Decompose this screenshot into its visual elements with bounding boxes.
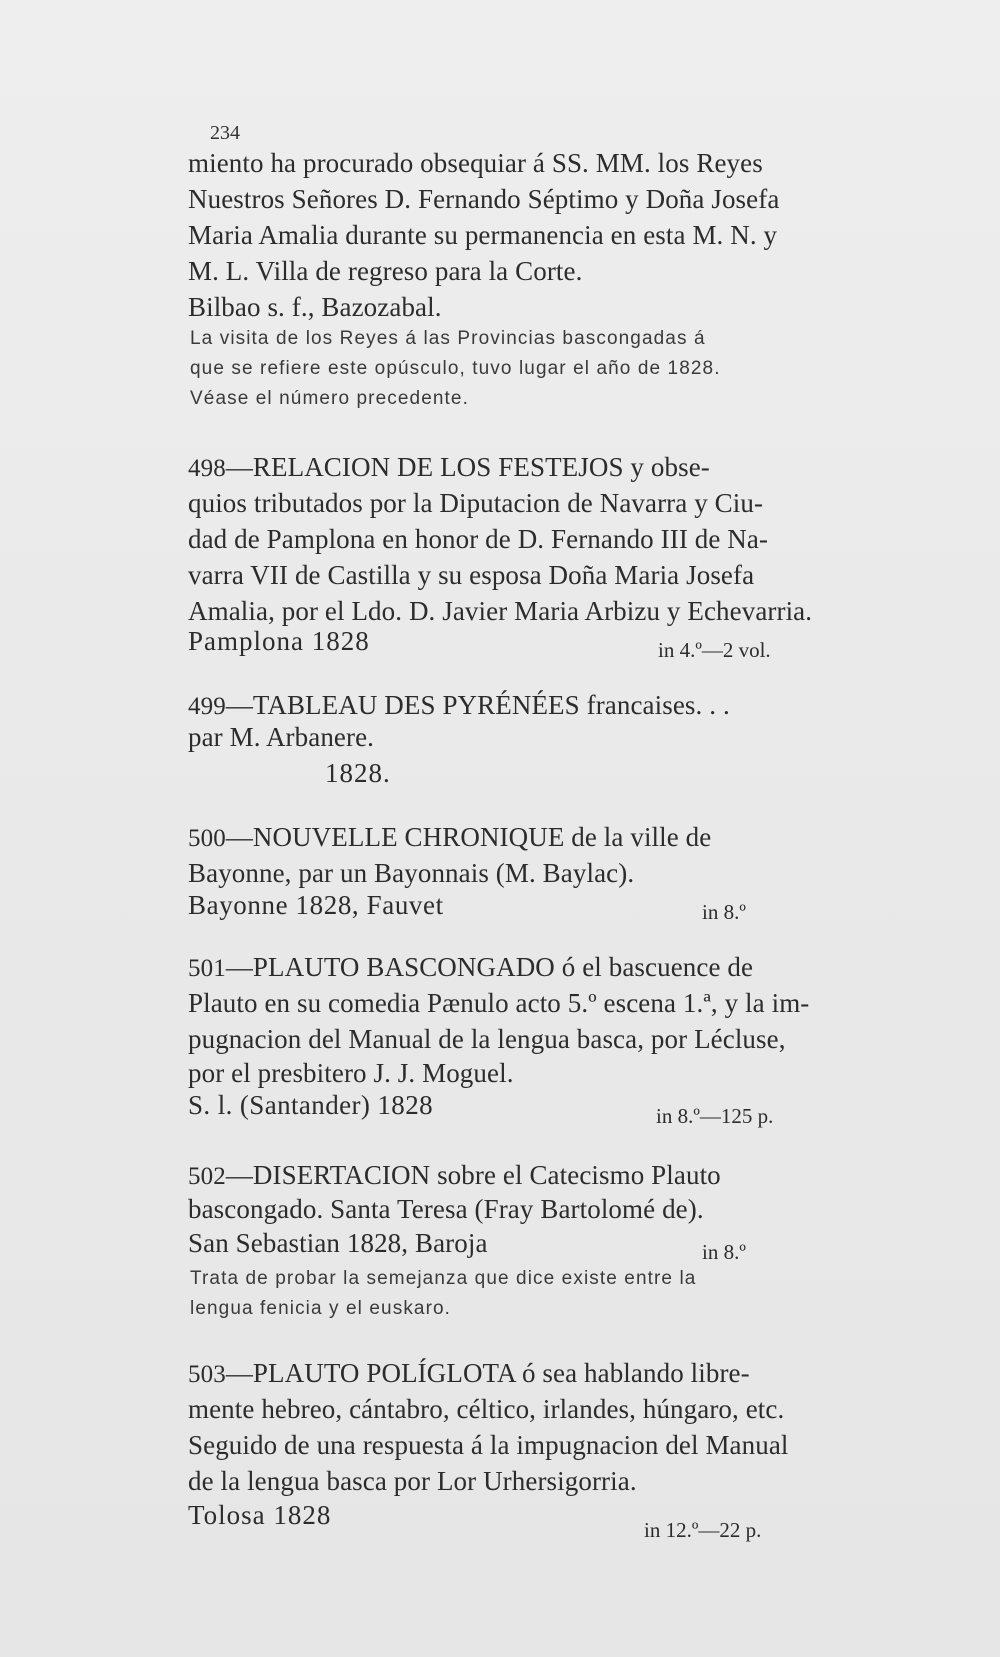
continuation-line: Bilbao s. f., Bazozabal. xyxy=(188,292,442,322)
entry-line: dad de Pamplona en honor de D. Fernando III de Na- xyxy=(188,524,769,554)
entry-line: Seguido de una respuesta á la impugnacion del Manual xyxy=(188,1430,789,1460)
entry-number: 499 xyxy=(188,693,226,720)
entry-500-heading xyxy=(188,822,858,853)
entry-format: in 12.º—22 p. xyxy=(644,1518,762,1542)
entry-line: varra VII de Castilla y su esposa Doña Maria Josefa xyxy=(188,560,755,590)
entry-format: in 8.º xyxy=(702,1240,746,1264)
entry-imprint: S. l. (Santander) 1828 xyxy=(188,1090,434,1120)
annotation-line: lengua fenicia y el euskaro. xyxy=(190,1298,452,1319)
continuation-line: Maria Amalia durante su permanencia en esta M. N. y xyxy=(188,220,778,250)
entry-imprint: Pamplona 1828 xyxy=(188,626,370,656)
entry-title-line: —TABLEAU DES PYRÉNÉES francaises. . . xyxy=(225,690,730,720)
entry-line: Plauto en su comedia Pænulo acto 5.º escena 1.ª, y la im- xyxy=(188,988,810,1018)
entry-title-line: —PLAUTO BASCONGADO ó el bascuence de xyxy=(225,952,754,982)
entry-imprint: Bayonne 1828, Fauvet xyxy=(188,890,444,920)
entry-line: Amalia, por el Ldo. D. Javier Maria Arbizu y Echevarria. xyxy=(188,596,813,626)
entry-number: 501 xyxy=(188,955,226,982)
continuation-line: Nuestros Señores D. Fernando Séptimo y Doña Josefa xyxy=(188,184,780,214)
entry-number: 500 xyxy=(188,825,226,852)
entry-502-heading xyxy=(188,1160,858,1191)
entry-title-line: —DISERTACION sobre el Catecismo Plauto xyxy=(225,1160,721,1190)
entry-date: 1828. xyxy=(325,758,391,788)
entry-503-heading xyxy=(188,1358,858,1389)
entry-format: in 4.º—2 vol. xyxy=(658,638,771,662)
entry-title-line: —PLAUTO POLÍGLOTA ó sea hablando libre- xyxy=(225,1358,750,1388)
entry-title-line: —RELACION DE LOS FESTEJOS y obse- xyxy=(225,452,710,482)
annotation-line: La visita de los Reyes á las Provincias bascongadas á xyxy=(190,328,706,349)
entry-498-heading xyxy=(188,452,858,483)
entry-number: 498 xyxy=(188,455,226,482)
entry-line: par M. Arbanere. xyxy=(188,722,375,752)
entry-format: in 8.º—125 p. xyxy=(656,1104,774,1128)
entry-line: quios tributados por la Diputacion de Navarra y Ciu- xyxy=(188,488,764,518)
entry-499-heading xyxy=(188,690,858,721)
entry-line: mente hebreo, cántabro, céltico, irlandes, húngaro, etc. xyxy=(188,1394,785,1424)
continuation-line: M. L. Villa de regreso para la Corte. xyxy=(188,256,583,286)
entry-501-heading xyxy=(188,952,858,983)
annotation-line: que se refiere este opúsculo, tuvo lugar el año de 1828. xyxy=(190,358,721,379)
entry-line: Bayonne, par un Bayonnais (M. Baylac). xyxy=(188,858,635,888)
entry-line: pugnacion del Manual de la lengua basca, por Lécluse, xyxy=(188,1024,786,1054)
entry-imprint: Tolosa 1828 xyxy=(188,1500,332,1530)
entry-line: de la lengua basca por Lor Urhersigorria. xyxy=(188,1466,637,1496)
entry-number: 502 xyxy=(188,1163,226,1190)
annotation-line: Trata de probar la semejanza que dice existe entre la xyxy=(190,1268,697,1289)
entry-imprint: San Sebastian 1828, Baroja xyxy=(188,1228,488,1258)
page-number: 234 xyxy=(210,122,240,144)
entry-title-line: —NOUVELLE CHRONIQUE de la ville de xyxy=(225,822,712,852)
annotation-line: Véase el número precedente. xyxy=(190,388,469,409)
entry-line: bascongado. Santa Teresa (Fray Bartolomé de). xyxy=(188,1194,704,1224)
entry-format: in 8.º xyxy=(702,900,746,924)
continuation-line: miento ha procurado obsequiar á SS. MM. los Reyes xyxy=(188,148,763,178)
entry-line: por el presbitero J. J. Moguel. xyxy=(188,1058,514,1088)
entry-number: 503 xyxy=(188,1361,226,1388)
